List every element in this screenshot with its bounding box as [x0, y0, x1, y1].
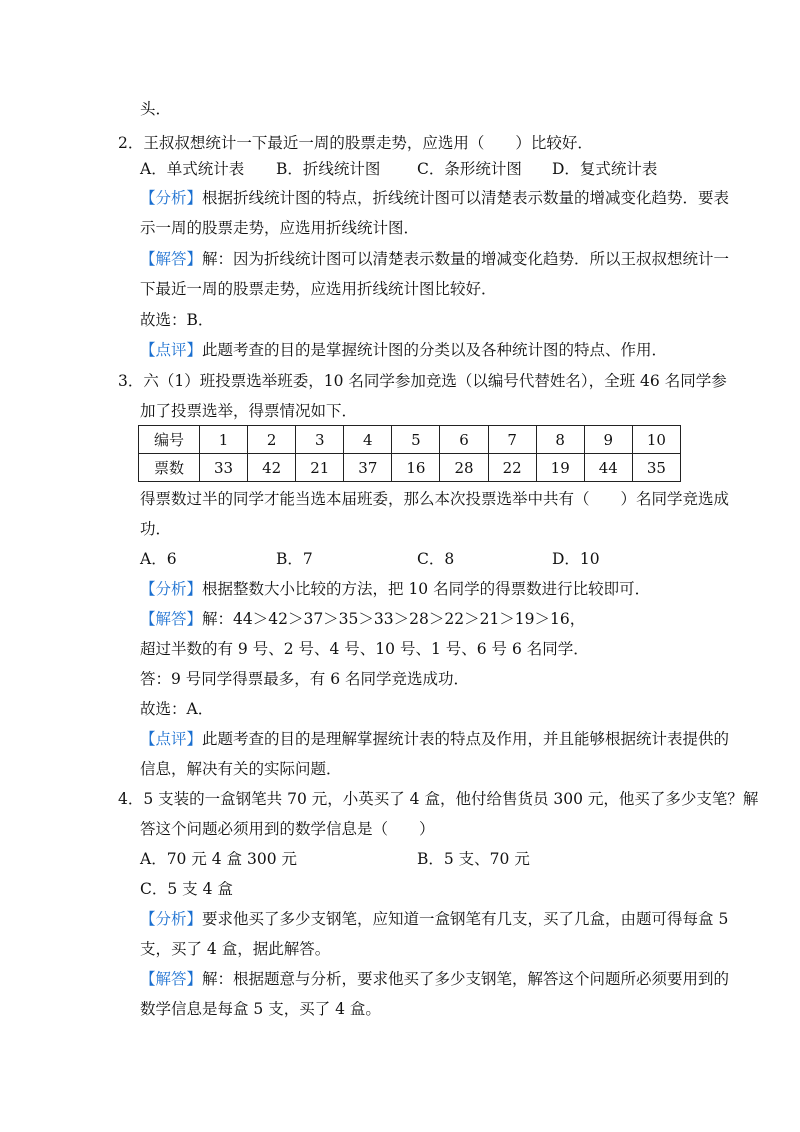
q3-choice: 故选：A．	[140, 700, 214, 718]
table-header-cell: 编号	[139, 426, 200, 454]
table-header-cell: 票数	[139, 454, 200, 482]
q4-analysis-cont: 支，买了 4 盒，据此解答。	[140, 940, 331, 958]
q2-review: 【点评】此题考查的目的是掌握统计图的分类以及各种统计图的特点、作用．	[140, 341, 668, 359]
answer-tag: 【解答】	[140, 970, 203, 988]
q2-answer-cont: 下最近一周的股票走势，应选用折线统计图比较好．	[140, 280, 497, 298]
q3-question: 得票数过半的同学才能当选本届班委，那么本次投票选举中共有（ ）名同学竞选成	[140, 490, 730, 508]
analysis-tag: 【分析】	[140, 189, 203, 207]
q4-option-c: C．5 支 4 盒	[140, 880, 233, 898]
q3-answer-line2: 超过半数的有 9 号、2 号、4 号、10 号、1 号、6 号 6 名同学．	[140, 640, 589, 658]
continuation-text: 头．	[140, 100, 172, 118]
review-tag: 【点评】	[140, 341, 203, 359]
q2-analysis: 【分析】根据折线统计图的特点，折线统计图可以清楚表示数量的增减变化趋势．要表	[140, 189, 730, 207]
answer-tag: 【解答】	[140, 250, 203, 268]
q4-analysis: 【分析】要求他买了多少支钢笔，应知道一盒钢笔有几支，买了几盒，由题可得每盒 5	[140, 910, 729, 928]
q3-question-cont: 功．	[140, 520, 172, 538]
table-cell: 4	[344, 426, 392, 454]
table-cell: 8	[536, 426, 584, 454]
table-cell: 16	[392, 454, 440, 482]
q2-option-b: B．折线统计图	[276, 160, 381, 178]
table-cell: 1	[200, 426, 248, 454]
vote-table	[138, 425, 681, 482]
q2-option-a: A．单式统计表	[140, 160, 245, 178]
q3-option-c: C．8	[417, 550, 455, 568]
q3-answer-line3: 答：9 号同学得票最多，有 6 名同学竞选成功．	[140, 670, 470, 688]
q2-option-c: C．条形统计图	[417, 160, 522, 178]
table-cell: 5	[392, 426, 440, 454]
table-cell: 9	[584, 426, 632, 454]
table-cell: 10	[632, 426, 680, 454]
q4-option-b: B．5 支、70 元	[417, 850, 530, 868]
q4-stem-cont: 答这个问题必须用到的数学信息是（ ）	[140, 820, 435, 838]
table-cell: 7	[488, 426, 536, 454]
q2-answer: 【解答】解：因为折线统计图可以清楚表示数量的增减变化趋势．所以王叔叔想统计一	[140, 250, 730, 268]
table-cell: 21	[296, 454, 344, 482]
table-cell: 42	[248, 454, 296, 482]
q3-option-d: D．10	[552, 550, 600, 568]
q3-answer: 【解答】解：44＞42＞37＞35＞33＞28＞22＞21＞19＞16，	[140, 610, 586, 628]
q2-choice: 故选：B．	[140, 311, 214, 329]
table-cell: 33	[200, 454, 248, 482]
q3-review: 【点评】此题考查的目的是理解掌握统计表的特点及作用，并且能够根据统计表提供的	[140, 730, 730, 748]
q2-analysis-cont: 示一周的股票走势，应选用折线统计图．	[140, 219, 420, 237]
q4-answer-cont: 数学信息是每盒 5 支，买了 4 盒。	[140, 1000, 381, 1018]
table-cell: 2	[248, 426, 296, 454]
q3-stem-cont: 加了投票选举，得票情况如下．	[140, 402, 358, 420]
table-cell: 6	[440, 426, 488, 454]
table-cell: 37	[344, 454, 392, 482]
q4-option-a: A．70 元 4 盒 300 元	[140, 850, 297, 868]
table-cell: 22	[488, 454, 536, 482]
table-cell: 44	[584, 454, 632, 482]
table-cell: 28	[440, 454, 488, 482]
q3-analysis: 【分析】根据整数大小比较的方法，把 10 名同学的得票数进行比较即可．	[140, 580, 651, 598]
q4-answer: 【解答】解：根据题意与分析，要求他买了多少支钢笔，解答这个问题所必须要用到的	[140, 970, 730, 988]
q4-stem: 4．5 支装的一盒钢笔共 70 元，小英买了 4 盒，他付给售货员 300 元，他买了多少支笔？解	[118, 790, 759, 808]
table-row-votes	[139, 454, 681, 482]
answer-tag: 【解答】	[140, 610, 203, 628]
q2-option-d: D．复式统计表	[552, 160, 658, 178]
analysis-tag: 【分析】	[140, 580, 203, 598]
analysis-tag: 【分析】	[140, 910, 203, 928]
q3-review-cont: 信息，解决有关的实际问题．	[140, 760, 342, 778]
table-row-numbers	[139, 426, 681, 454]
q3-option-a: A．6	[140, 550, 177, 568]
table-cell: 19	[536, 454, 584, 482]
table-cell: 3	[296, 426, 344, 454]
table-cell: 35	[632, 454, 680, 482]
q2-stem: 2．王叔叔想统计一下最近一周的股票走势，应选用（ ）比较好．	[118, 134, 593, 152]
review-tag: 【点评】	[140, 730, 203, 748]
q3-stem: 3．六（1）班投票选举班委，10 名同学参加竞选（以编号代替姓名），全班 46 名同学参	[118, 372, 727, 390]
q3-option-b: B．7	[276, 550, 313, 568]
